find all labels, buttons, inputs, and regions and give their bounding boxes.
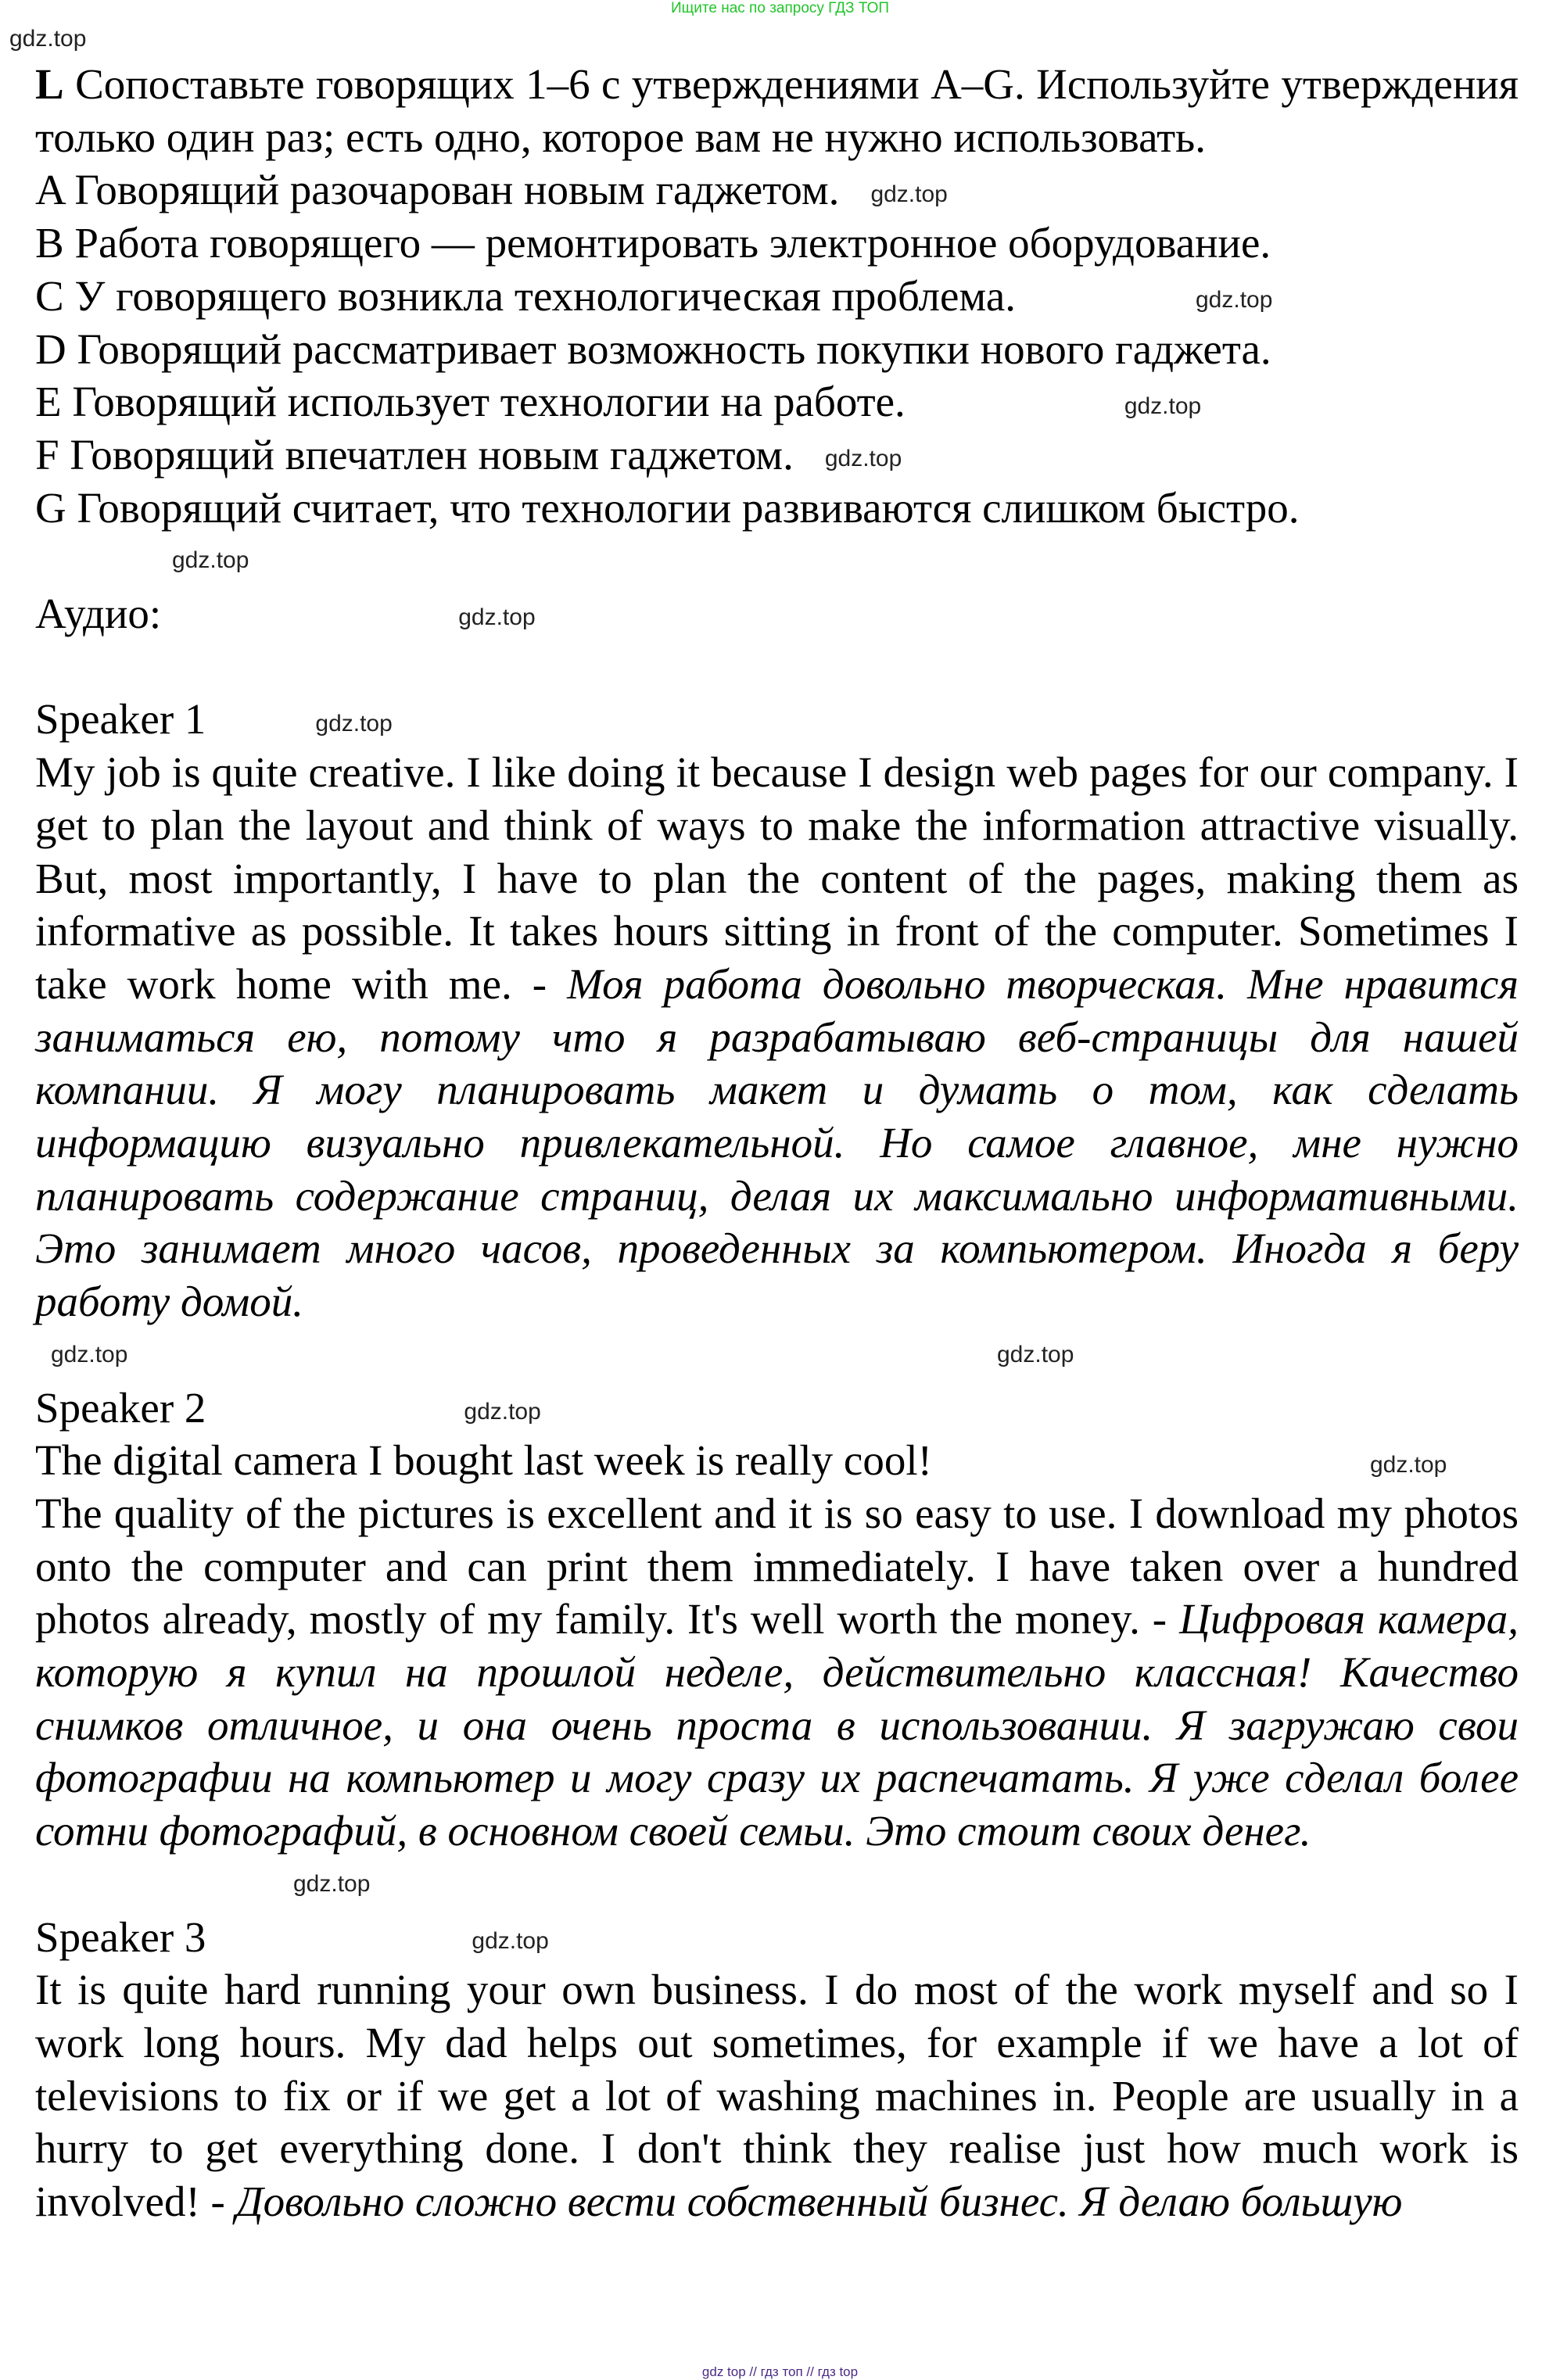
watermark: gdz.top [51,1341,128,1367]
statement-list [35,163,1519,534]
speaker-2-first-line-row [35,1434,1519,1487]
instruction-text: Сопоставьте говорящих 1–6 с утверждениями A–G. Используйте утверждения только один раз; есть одно, которое вам не нужно использовать. [35,60,1519,161]
statement-a [35,163,1519,217]
speaker-2-first-line: The digital camera I bought last week is really cool! [35,1436,932,1485]
statement-c [35,270,1519,323]
statement-d: D Говорящий рассматривает возможность покупки нового гаджета. [35,324,1271,373]
watermark: gdz.top [464,1398,541,1425]
russian-translation: Довольно сложно вести собственный бизнес. Я делаю большую [235,2177,1403,2226]
watermark: gdz.top [472,1927,549,1954]
english-text: It is quite hard running your own business. I do most of the work myself and so I work long hours. My dad helps out sometimes, for example if we have a lot of televisions to fix or if we get a lot of washing machines in. People are usually in a hurry to get everything done. I don't think they realise just how much work is involved! - [35,1966,1519,2226]
english-text: The quality of the pictures is excellent and it is so easy to use. I download my photos onto the computer and can print them immediately. I have taken over a hundred photos already, mostly of my family. It's well worth the money. - [35,1489,1519,1643]
watermark: gdz.top [458,604,536,631]
english-text: My job is quite creative. I like doing it because I design web pages for our company. I get to plan the layout and think of ways to make the information attractive visually. But, most importantly, I have to plan the content of the pages, making them as informative as possible. It takes hours sitting in front of the computer. Sometimes I take work home with me. - [35,748,1519,1008]
watermark: gdz.top [870,181,948,207]
russian-translation: Цифровая камера, которую я купил на прошлой неделе, действительно классная! Качество снимков отличное, и она очень проста в использовании. Я загружаю свои фотографии на компьютер и могу сразу их распечатать. Я уже сделал более сотни фотографий, в основном своей семьи. Это стоит своих денег. [35,1595,1519,1855]
audio-label-row [35,587,1519,640]
speaker-3-text [35,1963,1519,2228]
document-body [35,58,1519,2228]
watermark: gdz.top [315,710,393,737]
statement-text: C У говорящего возникла технологическая проблема. [35,271,1016,320]
watermark: gdz.top [1124,392,1202,419]
statement-text: A Говорящий разочарован новым гаджетом. [35,166,840,214]
watermark: gdz.top [293,1870,371,1897]
audio-label: Аудио: [35,590,162,638]
watermark: gdz.top [1369,1451,1447,1478]
statement-text: F Говорящий впечатлен новым гаджетом. [35,430,794,479]
watermark: gdz.top [1196,287,1273,314]
statement-text: E Говорящий использует технологии на работе. [35,378,906,426]
russian-translation: Моя работа довольно творческая. Мне нравится заниматься ею, потому что я разрабатываю веб-страницы для нашей компании. Я могу планировать макет и думать о том, как сделать информацию визуально привлекательной. Но самое главное, мне нужно планировать содержание страниц, делая их максимально информативными. Это занимает много часов, проведенных за компьютером. Иногда я беру работу домой. [35,959,1519,1326]
footer-watermark: gdz top // гдз топ // гдз top [701,2364,859,2379]
speaker-3-title-row [35,1911,1519,1964]
statement-f [35,428,1519,482]
watermark: gdz.top [172,547,249,574]
speaker-3-title: Speaker 3 [35,1912,206,1961]
speaker-1-text [35,746,1519,1328]
speaker-2-title-row [35,1382,1519,1435]
speaker-2-title: Speaker 2 [35,1383,206,1432]
watermark: gdz.top [824,446,902,472]
statement-b: B Работа говорящего — ремонтировать электронное оборудование. [35,219,1271,267]
speaker-1-title-row [35,693,1519,746]
speaker-2-text [35,1487,1519,1858]
watermark: gdz.top [9,26,87,52]
statement-e [35,375,1519,428]
task-instruction [35,58,1519,163]
task-letter: L [35,60,64,108]
top-banner: Ищите нас по запросу ГДЗ ТОП [670,0,890,16]
statement-g: G Говорящий считает, что технологии развиваются слишком быстро. [35,483,1300,532]
speaker-1-title: Speaker 1 [35,695,206,744]
watermark: gdz.top [997,1341,1074,1367]
